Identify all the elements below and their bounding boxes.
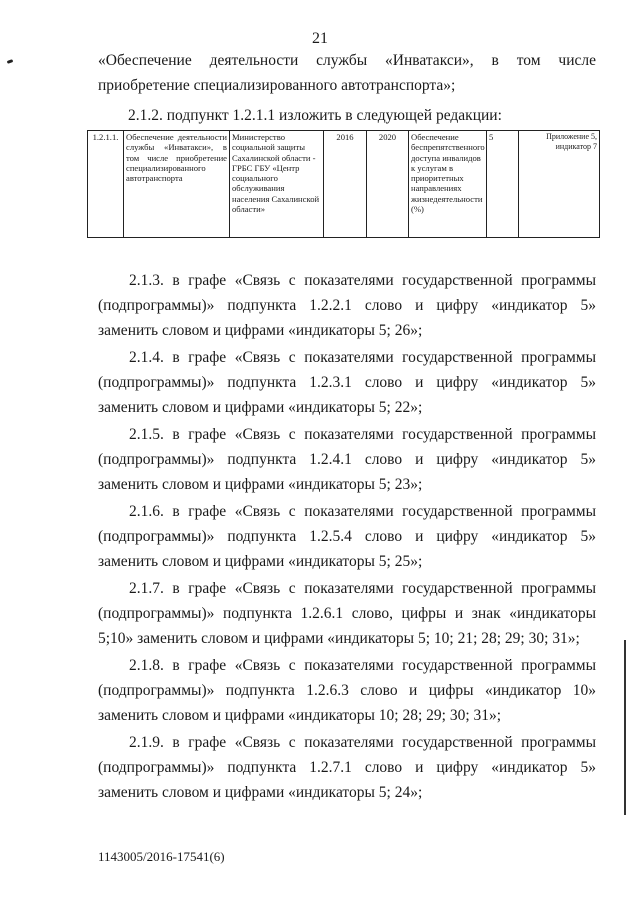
list-item: 2.1.8. в графе «Связь с показателями государственной программы (подпрограммы)» подпункта 1.2.6.3 слово и цифры «индикатор 10» заменить словом и цифрами «индикаторы 10; 28; 29; 30; 31»; bbox=[98, 657, 596, 724]
table-cell-end-year: 2020 bbox=[367, 131, 409, 238]
list-item: 2.1.4. в графе «Связь с показателями государственной программы (подпрограммы)» подпункта 1.2.3.1 слово и цифру «индикатор 5» заменить словом и цифрами «индикаторы 5; 22»; bbox=[98, 349, 596, 416]
scan-mark bbox=[7, 59, 14, 64]
table-row bbox=[88, 131, 600, 238]
amendment-paragraph: 2.1.2. подпункт 1.2.1.1 изложить в следующей редакции: bbox=[128, 107, 502, 124]
program-table bbox=[87, 130, 600, 238]
list-item: 2.1.9. в графе «Связь с показателями государственной программы (подпрограммы)» подпункта 1.2.7.1 слово и цифру «индикатор 5» заменить словом и цифрами «индикаторы 5; 24»; bbox=[98, 734, 596, 801]
list-item: 2.1.5. в графе «Связь с показателями государственной программы (подпрограммы)» подпункта 1.2.4.1 слово и цифру «индикатор 5» заменить словом и цифрами «индикаторы 5; 23»; bbox=[98, 426, 596, 493]
list-item: 2.1.3. в графе «Связь с показателями государственной программы (подпрограммы)» подпункта 1.2.2.1 слово и цифру «индикатор 5» заменить словом и цифрами «индикаторы 5; 26»; bbox=[98, 272, 596, 339]
table-cell-number: 1.2.1.1. bbox=[88, 131, 124, 238]
document-code: 1143005/2016-17541(6) bbox=[98, 849, 225, 864]
table-cell-result: Обеспечение беспрепятственного доступа инвалидов к услугам в приоритетных направлениях жизнедеятельности (%) bbox=[409, 131, 487, 238]
list-item: 2.1.6. в графе «Связь с показателями государственной программы (подпрограммы)» подпункта 1.2.5.4 слово и цифру «индикатор 5» заменить словом и цифрами «индикаторы 5; 25»; bbox=[98, 503, 596, 570]
intro-paragraph: «Обеспечение деятельности службы «Инватакси», в том числе приобретение специализированного автотранспорта»; bbox=[98, 52, 596, 94]
table-cell-value: 5 bbox=[487, 131, 519, 238]
scan-edge-line bbox=[624, 640, 626, 815]
table-cell-start-year: 2016 bbox=[324, 131, 367, 238]
list-item: 2.1.7. в графе «Связь с показателями государственной программы (подпрограммы)» подпункта 1.2.6.1 слово, цифры и знак «индикаторы 5;10» заменить словом и цифрами «индикаторы 5; 10; 21; 28; 29; 30; 31»; bbox=[98, 580, 596, 647]
table-cell-activity: Обеспечение деятельности службы «Инватакси», в том числе приобретение специализированного автотранспорта bbox=[124, 131, 230, 238]
table-cell-link: Приложение 5, индикатор 7 bbox=[519, 131, 600, 238]
table-cell-executor: Министерство социальной защиты Сахалинской области - ГРБС ГБУ «Центр социального обслуживания населения Сахалинской области» bbox=[230, 131, 324, 238]
amendment-list bbox=[98, 268, 596, 807]
page-number: 21 bbox=[312, 30, 328, 47]
